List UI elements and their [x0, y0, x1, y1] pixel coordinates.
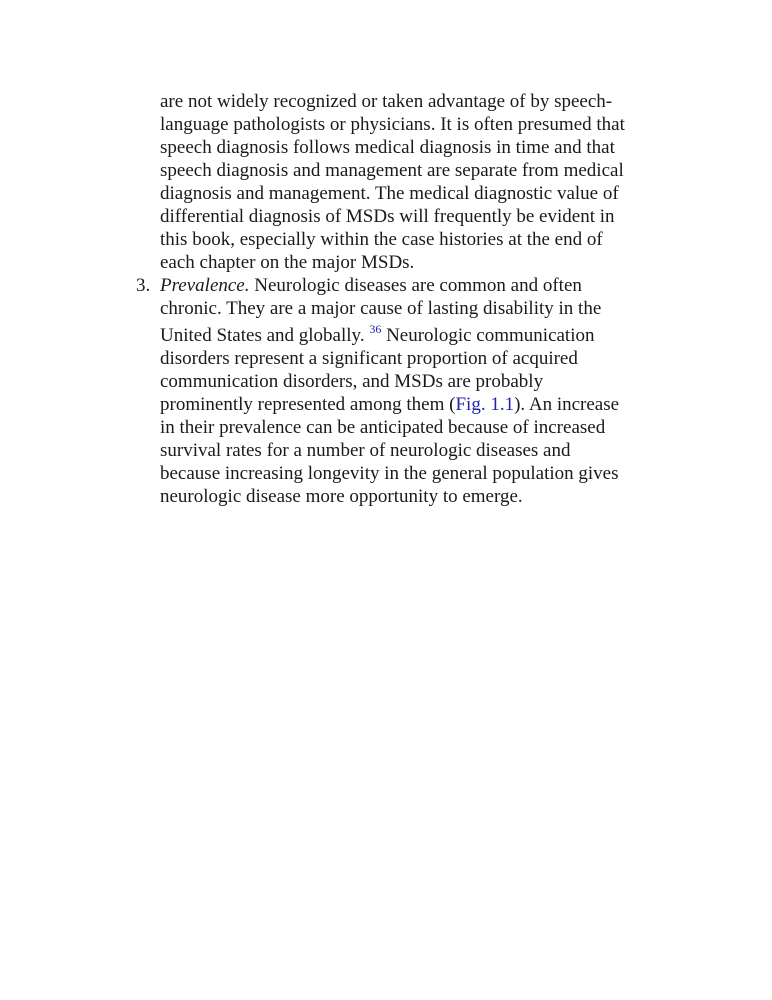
- list-item-prevalence: [136, 274, 700, 508]
- paragraph-line: each chapter on the major MSDs.: [160, 252, 415, 273]
- paragraph-line: are not widely recognized or taken advantage of by speech-: [160, 91, 613, 112]
- paragraph-line: speech diagnosis follows medical diagnosis in time and that: [160, 137, 615, 158]
- list-item-line: disorders represent a significant proportion of acquired: [160, 348, 578, 369]
- list-item-line: survival rates for a number of neurologic diseases and: [160, 440, 571, 461]
- list-item-text: ). An increase: [514, 394, 620, 415]
- figure-link[interactable]: Fig. 1.1: [455, 394, 515, 415]
- list-item-line: communication disorders, and MSDs are probably: [160, 371, 544, 392]
- citation-link[interactable]: 36: [369, 322, 382, 336]
- list-item-line: [160, 320, 700, 347]
- list-item-line: because increasing longevity in the general population gives: [160, 463, 619, 484]
- list-item-line: neurologic disease more opportunity to emerge.: [160, 486, 523, 507]
- paragraph-line: language pathologists or physicians. It is often presumed that: [160, 114, 625, 135]
- paragraph-line: this book, especially within the case histories at the end of: [160, 229, 603, 250]
- list-item-number: 3.: [136, 275, 151, 296]
- list-item-term: Prevalence.: [160, 275, 250, 296]
- paragraph-line: speech diagnosis and management are separate from medical: [160, 160, 624, 181]
- list-item-line: chronic. They are a major cause of lasting disability in the: [160, 298, 602, 319]
- list-item-line: [160, 393, 700, 416]
- paragraph-line: diagnosis and management. The medical diagnostic value of: [160, 183, 619, 204]
- list-item-text: Neurologic communication: [381, 325, 595, 346]
- list-item-text: Neurologic diseases are common and often: [249, 275, 582, 296]
- list-item-text: prominently represented among them (: [160, 394, 456, 415]
- list-item-line: in their prevalence can be anticipated because of increased: [160, 417, 606, 438]
- paragraph-line: differential diagnosis of MSDs will frequently be evident in: [160, 206, 615, 227]
- body-text: [136, 90, 700, 508]
- list-item-first-line: [136, 274, 700, 297]
- list-item-text: United States and globally.: [160, 325, 370, 346]
